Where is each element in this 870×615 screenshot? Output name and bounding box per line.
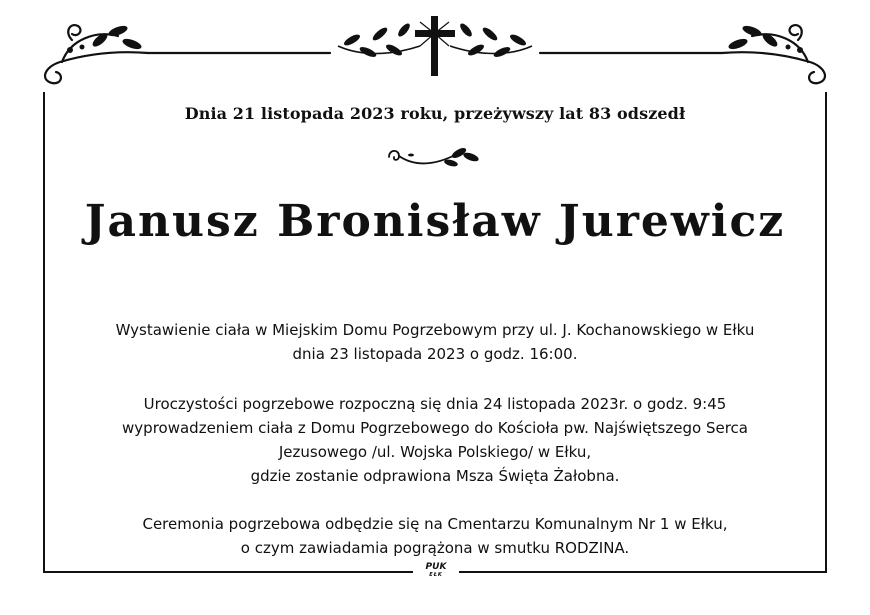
ceremony-line-2: o czym zawiadamia pogrążona w smutku RODZINA. <box>240 539 630 557</box>
ceremony-paragraph <box>40 512 830 560</box>
funeral-line-3: Jezusowego /ul. Wojska Polskiego/ w Ełku, <box>278 443 592 461</box>
frame-bottom-right-border <box>459 571 827 573</box>
viewing-paragraph <box>40 318 830 366</box>
deceased-name: Janusz Bronisław Jurewicz <box>84 196 786 247</box>
top-ornament <box>0 0 870 90</box>
cross-icon <box>415 16 455 76</box>
funeral-line-1: Uroczystości pogrzebowe rozpoczną się dnia 24 listopada 2023r. o godz. 9:45 <box>143 395 727 413</box>
viewing-line-1: Wystawienie ciała w Miejskim Domu Pogrzebowym przy ul. J. Kochanowskiego w Ełku <box>115 321 755 339</box>
funeral-line-4: gdzie zostanie odprawiona Msza Święta Żałobna. <box>250 467 620 485</box>
funeral-line-2: wyprowadzeniem ciała z Domu Pogrzebowego do Kościoła pw. Najświętszego Serca <box>122 419 748 437</box>
funeral-paragraph <box>40 392 830 488</box>
flourish-divider <box>385 143 485 173</box>
logo-line-1: PUK <box>425 562 447 572</box>
viewing-line-2: dnia 23 listopada 2023 o godz. 16:00. <box>292 345 578 363</box>
announcement-intro: Dnia 21 listopada 2023 roku, przeżywszy lat 83 odszedł <box>184 104 686 123</box>
logo-line-2: EŁK <box>429 572 443 578</box>
puk-logo <box>419 563 453 578</box>
ceremony-line-1: Ceremonia pogrzebowa odbędzie się na Cmentarzu Komunalnym Nr 1 w Ełku, <box>142 515 728 533</box>
frame-bottom-left-border <box>43 571 413 573</box>
